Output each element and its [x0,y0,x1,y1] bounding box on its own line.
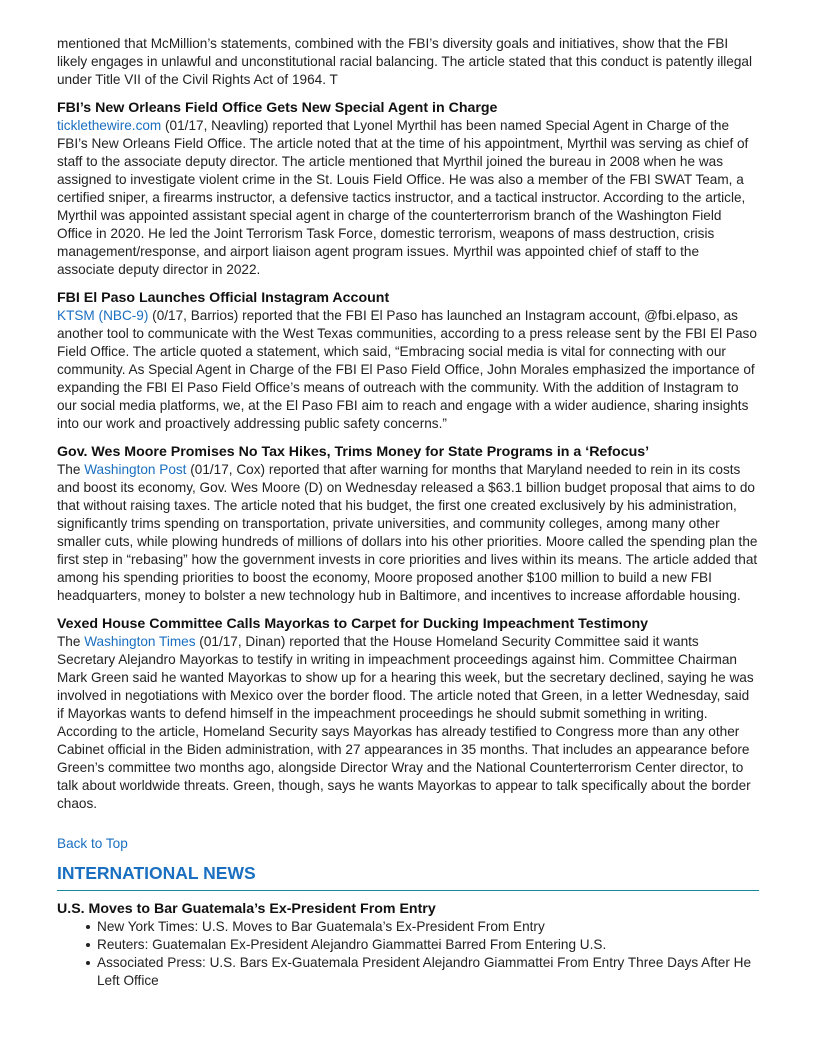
article-body [57,307,759,433]
list-item[interactable]: Associated Press: U.S. Bars Ex-Guatemala President Alejandro Giammattei From Entry Three Days After He Left Office [97,954,759,990]
story-links-list [57,918,759,990]
section-heading-international: INTERNATIONAL NEWS [57,862,759,891]
article-source-link[interactable]: KTSM (NBC-9) [57,308,149,323]
article-text: (0/17, Barrios) reported that the FBI El Paso has launched an Instagram account, @fbi.elpaso, as another tool to communicate with the West Texas communities, according to a press release sent by the FBI El Paso Field Office. The article quoted a statement, which said, “Embracing social media is vital for connecting with our community. As Special Agent in Charge of the FBI El Paso Field Office, John Morales emphasized the importance of expanding the FBI El Paso Field Office’s means of outreach with the community. With the addition of Instagram to our social media platforms, we, at the El Paso FBI aim to reach and engage with a wider audience, sharing insights into our work and proactively addressing public safety concerns.” [57,308,757,431]
article-prefix: The [57,634,85,649]
article-source-link[interactable]: Washington Times [84,634,196,649]
spacer [57,823,759,835]
newsletter-page [57,35,759,990]
article [57,615,759,813]
article-source-link[interactable]: Washington Post [84,462,187,477]
article [57,99,759,279]
article [57,443,759,605]
list-item[interactable]: Reuters: Guatemalan Ex-President Alejandro Giammattei Barred From Entering U.S. [97,936,759,954]
article-body [57,461,759,605]
article-prefix: The [57,462,85,477]
article-title: Vexed House Committee Calls Mayorkas to Carpet for Ducking Impeachment Testimony [57,616,649,632]
intro-paragraph: mentioned that McMillion’s statements, combined with the FBI’s diversity goals and initiatives, show that the FBI likely engages in unlawful and unconstitutional racial balancing. The article stated that this conduct is patently illegal under Title VII of the Civil Rights Act of 1964. T [57,36,752,87]
article-title: FBI’s New Orleans Field Office Gets New Special Agent in Charge [57,100,498,116]
article-text: (01/17, Dinan) reported that the House Homeland Security Committee said it wants Secretary Alejandro Mayorkas to testify in writing in impeachment proceedings against him. Committee Chairman Mark Green said he wanted Mayorkas to show up for a hearing this week, but the secretary declined, saying he was involved in negotiations with Mexico over the border flood. The article noted that Green, in a letter Wednesday, said if Mayorkas wants to defend himself in the impeachment proceedings he should submit something in writing. According to the article, Homeland Security says Mayorkas has already testified to Congress more than any other Cabinet official in the Biden administration, with 27 appearances in 35 months. That includes an appearance before Green’s committee two months ago, alongside Director Wray and the National Counterterrorism Center director, to talk about worldwide threats. Green, though, says he wants Mayorkas to appear to talk specifically about the border chaos. [57,634,754,811]
article-body [57,633,759,813]
article-text: (01/17, Cox) reported that after warning for months that Maryland needed to rein in its costs and boost its economy, Gov. Wes Moore (D) on Wednesday released a $63.1 billion budget proposal that aims to do that without raising taxes. The article noted that his budget, the first one created exclusively by his administration, significantly trims spending on transportation, private universities, and community colleges, among many other smaller cuts, while plowing hundreds of millions of dollars into his other priorities. Moore called the spending plan the first step in “rebasing” how the government invests in core priorities and lives within its means. The article added that among his spending priorities to boost the economy, Moore proposed another $100 million to build a new FBI headquarters, money to bolster a new technology hub in Baltimore, and incentives to increase affordable housing. [57,462,758,603]
list-item[interactable]: New York Times: U.S. Moves to Bar Guatemala’s Ex-President From Entry [97,918,759,936]
article-title: Gov. Wes Moore Promises No Tax Hikes, Trims Money for State Programs in a ‘Refocus’ [57,444,650,460]
article [57,289,759,433]
article-text: (01/17, Neavling) reported that Lyonel Myrthil has been named Special Agent in Charge of the FBI’s New Orleans Field Office. The article noted that at the time of his appointment, Myrthil was serving as chief of staff to the associate deputy director. The article mentioned that Myrthil joined the bureau in 2008 when he was assigned to investigate violent crime in the St. Louis Field Office. He was also a member of the FBI SWAT Team, a certified sniper, a firearms instructor, a defensive tactics instructor, and a tactical instructor. According to the article, Myrthil was appointed assistant special agent in charge of the counterterrorism branch of the Washington Field Office in 2020. He led the Joint Terrorism Task Force, domestic terrorism, weapons of mass destruction, crisis management/response, and airport liaison agent program issues. Myrthil was appointed chief of staff to the associate deputy director in 2022. [57,118,749,277]
article-source-link[interactable]: ticklethewire.com [57,118,162,133]
article-body [57,117,759,279]
story-title: U.S. Moves to Bar Guatemala’s Ex-President From Entry [57,901,436,917]
article-title: FBI El Paso Launches Official Instagram Account [57,290,390,306]
back-to-top-link[interactable]: Back to Top [57,836,128,851]
